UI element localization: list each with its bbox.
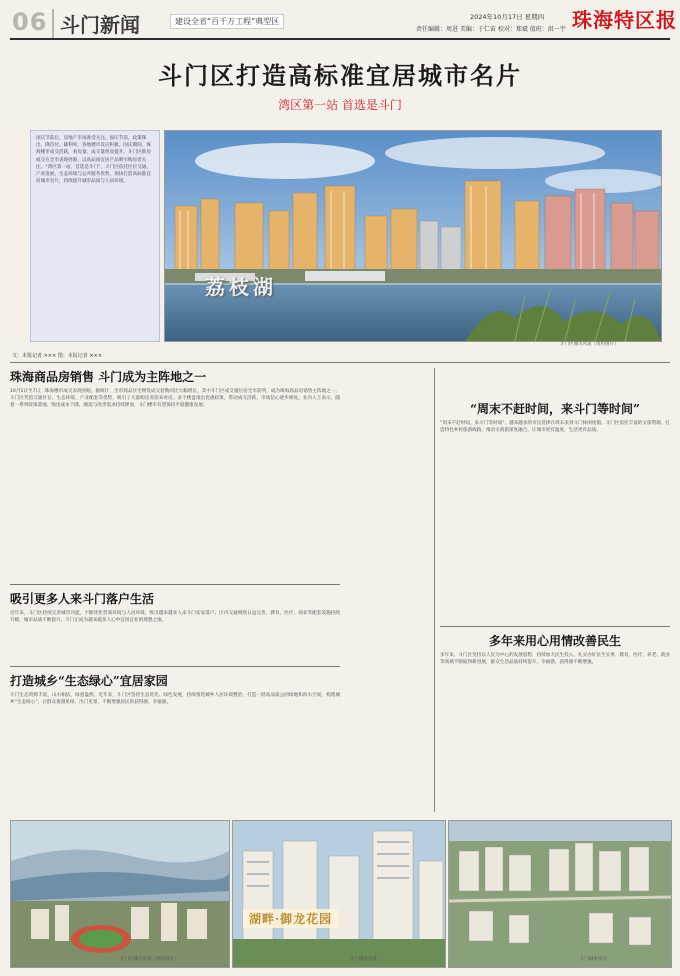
subheadline: 湾区第一站 首选是斗门 (278, 98, 402, 112)
section-title-4: “周末不赶时间，来斗门等时间” (470, 402, 640, 416)
skyline-illustration (165, 131, 661, 341)
section-text-3: 斗门生态资源丰富，山水相依，绿意盎然。近年来，斗门区坚持生态优先、绿色发展，持续推进城乡人居环境整治，打造一批高品质公园绿地和滨水空间，构建城乡“生态绿心”，让群众推窗见绿、出门见景，不断增强居民的获得感、幸福感。 (10, 693, 340, 705)
page-number: 06 (12, 8, 48, 36)
section-text-2: 近年来，斗门区持续完善城市功能，不断优化营商环境与人居环境，吸引越来越多人来斗门安家落户。区内交通网络日益完善，教育、医疗、商业等配套设施持续升级，城市品质不断提升，斗门正成为越来越多人心中宜居宜业的理想之地。 (10, 611, 340, 623)
section-tagline: 建设全省“百千万工程”典型区 (170, 14, 284, 29)
section-title-1: 珠海商品房销售 斗门成为主阵地之一 (10, 370, 207, 384)
bottom-photo-2 (232, 820, 446, 968)
lead-summary-box (30, 130, 160, 342)
aerial-district-illustration (449, 821, 671, 967)
section-text-5: 多年来，斗门区坚持以人民为中心的发展思想，持续加大民生投入，扎实办好民生实事，教育、医疗、养老、就业等领域不断取得新进展，群众生活品质持续提升，幸福感、获得感不断增强。 (440, 653, 670, 665)
section-divider (10, 666, 340, 667)
residential-tower-illustration (233, 821, 445, 967)
section-title-3: 打造城乡“生态绿心”宜居家园 (10, 674, 168, 688)
photo-caption-2: 斗门楼盘实景 (350, 957, 377, 962)
header-rule (10, 38, 670, 40)
section-name: 斗门新闻 (52, 9, 140, 38)
aerial-city-illustration (11, 821, 229, 967)
section-divider (10, 584, 340, 585)
section-text-1: 10月1日至7日，珠海楼市成交表现亮眼，据统计，全市商品住宅网签成交套数同比大幅增长，其中斗门区成交量位居全市前列，成为珠海商品房销售主阵地之一。斗门区凭借交通区位、生态环境、产业配套等优势，吸引了大量购房者前来看房。多个楼盘推出优惠政策，带动成交活跃，市场信心逐步修复。业内人士表示，随着一系列政策落地，购房成本下降，刚需与改善需求持续释放，斗门楼市有望保持平稳健康发展。 (10, 389, 340, 408)
property-sign: 湖畔·御龙花园 (243, 909, 338, 928)
bottom-photo-1 (10, 820, 230, 968)
section-text-4: “周末不赶时间，来斗门等时间”，越来越多的市民选择在周末来到斗门休闲度假。斗门区依托丰富的文旅资源，打造特色乡村旅游线路，推动文商旅深度融合，让城市更有温度、生活更有品质。 (440, 421, 670, 433)
photo-caption: 斗门区城市风貌（资料图片） (560, 342, 619, 347)
lead-text: 国庆节前后，房地产市场备受关注。国庆节前，政策频出，降首付、降利率，各地楼市反应积极。国庆期间，珠海楼市成交活跃，看房量、成交量明显提升。斗门区新房成交在全市表现亮眼，以高品质宜居产品吸引购房者关注。“湾区第一站，首选是斗门”，斗门区依托区位交通、产业发展、生态环境与公共服务优势，加快打造高标准宜居城市名片，持续提升城市品质与人居环境。 (36, 136, 152, 185)
section-title-5: 多年来用心用情改善民生 (488, 634, 621, 648)
bottom-photo-3 (448, 820, 672, 968)
byline: 文：本报记者 ××× 图：本报记者 ××× (12, 353, 102, 359)
city-skyline-photo (164, 130, 662, 342)
section-divider (440, 626, 670, 627)
headline: 斗门区打造高标准宜居城市名片 (158, 61, 522, 90)
section-divider (10, 362, 670, 363)
issue-date: 2024年10月17日 星期四 (470, 13, 545, 21)
newspaper-masthead: 珠海特区报 (572, 8, 677, 32)
photo-caption-3: 斗门城乡风光 (580, 957, 607, 962)
column-divider (434, 368, 435, 812)
section-title-2: 吸引更多人来斗门落户生活 (10, 592, 155, 606)
photo-overlay-text: 荔枝湖 (205, 275, 277, 299)
photo-caption-1: 斗门区城市风貌（资料图片） (120, 957, 179, 962)
editor-credits: 责任编辑：周进 美编：于仁宙 校对：郑斌 值班：洪一宇 (416, 26, 566, 33)
